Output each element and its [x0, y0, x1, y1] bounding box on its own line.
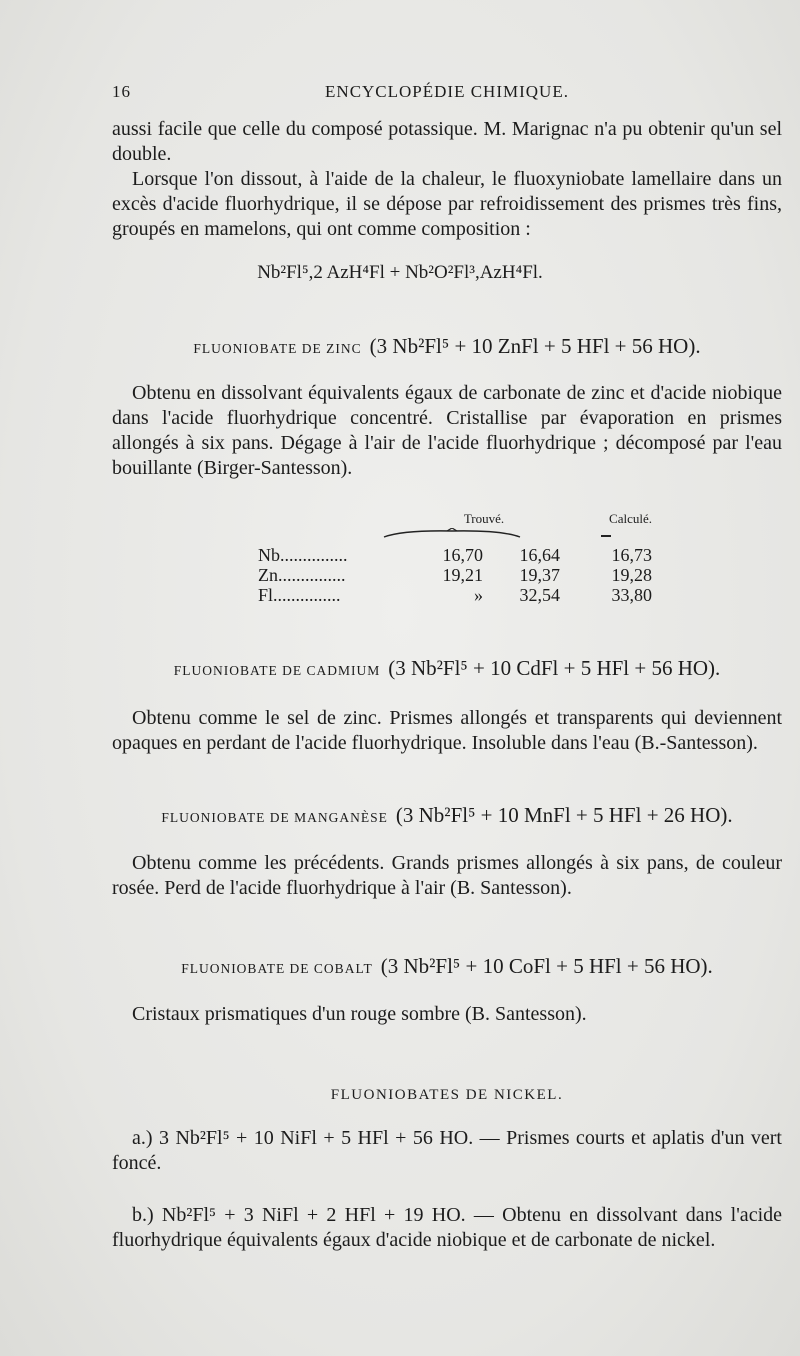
element-label: Fl — [258, 585, 274, 605]
leader-dots: ............... — [278, 565, 346, 585]
analysis-table — [258, 509, 652, 605]
table-row — [258, 545, 652, 565]
calc-value: 33,80 — [611, 585, 652, 605]
manganese-description: Obtenu comme les précédents. Grands prismes allongés à six pans, de couleur rosée. Perd de l'acide fluorhydrique à l'air (B. Santesson). — [112, 852, 782, 899]
cobalt-description: Cristaux prismatiques d'un rouge sombre (B. Santesson). — [132, 1003, 587, 1025]
cobalt-formula: (3 Nb²Fl⁵ + 10 CoFl + 5 HFl + 56 HO). — [380, 954, 713, 978]
page-header — [112, 82, 782, 106]
table-header-row — [258, 509, 652, 529]
element-label: Nb — [258, 545, 280, 565]
intro-formula: Nb²Fl⁵,2 AzH⁴Fl + Nb²O²Fl³,AzH⁴Fl. — [257, 262, 543, 283]
leader-dots: ............... — [280, 545, 348, 565]
intro-paragraph-1: aussi facile que celle du composé potassique. M. Marignac n'a pu obtenir qu'un sel double. — [112, 118, 782, 165]
nickel-title: FLUONIOBATES DE NICKEL. — [330, 1087, 564, 1103]
cobalt-heading — [112, 954, 782, 979]
calc-dash — [601, 535, 611, 537]
intro-paragraph-2: Lorsque l'on dissout, à l'aide de la chaleur, le fluoxyniobate lamellaire dans un excès d'acide fluorhydrique, il se dépose par refroidissement des prismes très fins, groupés en mamelons, qui ont comme composition : — [112, 168, 782, 240]
cadmium-label: FLUONIOBATE DE CADMIUM — [173, 663, 381, 678]
found-value: 16,64 — [519, 545, 560, 565]
cadmium-formula: (3 Nb²Fl⁵ + 10 CdFl + 5 HFl + 56 HO). — [388, 656, 721, 680]
zinc-description: Obtenu en dissolvant équivalents égaux de carbonate de zinc et d'acide niobique dans l'acide fluorhydrique concentré. Cristallise par évaporation en prismes allongés à six pans. Dégage à l'air de l'acide fluorhydrique ; décomposé par l'eau bouillante (Birger-Santesson). — [112, 382, 782, 479]
zinc-formula: (3 Nb²Fl⁵ + 10 ZnFl + 5 HFl + 56 HO). — [369, 334, 701, 358]
table-row — [258, 565, 652, 585]
found-value: 32,54 — [519, 585, 560, 605]
manganese-formula: (3 Nb²Fl⁵ + 10 MnFl + 5 HFl + 26 HO). — [395, 803, 733, 827]
manganese-label: FLUONIOBATE DE MANGANÈSE — [161, 810, 388, 825]
running-title: ENCYCLOPÉDIE CHIMIQUE. — [325, 82, 569, 101]
zinc-heading — [112, 334, 782, 359]
page-number: 16 — [112, 82, 131, 101]
found-header: Trouvé. — [463, 511, 505, 526]
element-label: Zn — [258, 565, 278, 585]
found-value: » — [474, 585, 483, 605]
calc-value: 19,28 — [611, 565, 652, 585]
calc-header: Calculé. — [609, 511, 652, 526]
manganese-heading — [112, 803, 782, 828]
found-value: 19,37 — [519, 565, 560, 585]
cadmium-description: Obtenu comme le sel de zinc. Prismes allongés et transparents qui deviennent opaques en perdant de l'acide fluorhydrique. Insoluble dans l'eau (B.-Santesson). — [112, 707, 782, 754]
leader-dots: ............... — [273, 585, 341, 605]
table-row — [258, 585, 652, 605]
calc-value: 16,73 — [611, 545, 652, 565]
cadmium-heading — [112, 656, 782, 681]
nickel-item-b: b.) Nb²Fl⁵ + 3 NiFl + 2 HFl + 19 HO. — Obtenu en dissolvant dans l'acide fluorhydrique équivalents égaux d'acide niobique et de carbonate de nickel. — [112, 1204, 782, 1251]
found-brace — [383, 528, 521, 538]
cobalt-label: FLUONIOBATE DE COBALT — [181, 961, 373, 976]
found-value: 19,21 — [442, 565, 483, 585]
nickel-item-a: a.) 3 Nb²Fl⁵ + 10 NiFl + 5 HFl + 56 HO. — Prismes courts et aplatis d'un vert foncé. — [112, 1127, 782, 1174]
zinc-label: FLUONIOBATE DE ZINC — [193, 341, 362, 356]
found-value: 16,70 — [442, 545, 483, 565]
